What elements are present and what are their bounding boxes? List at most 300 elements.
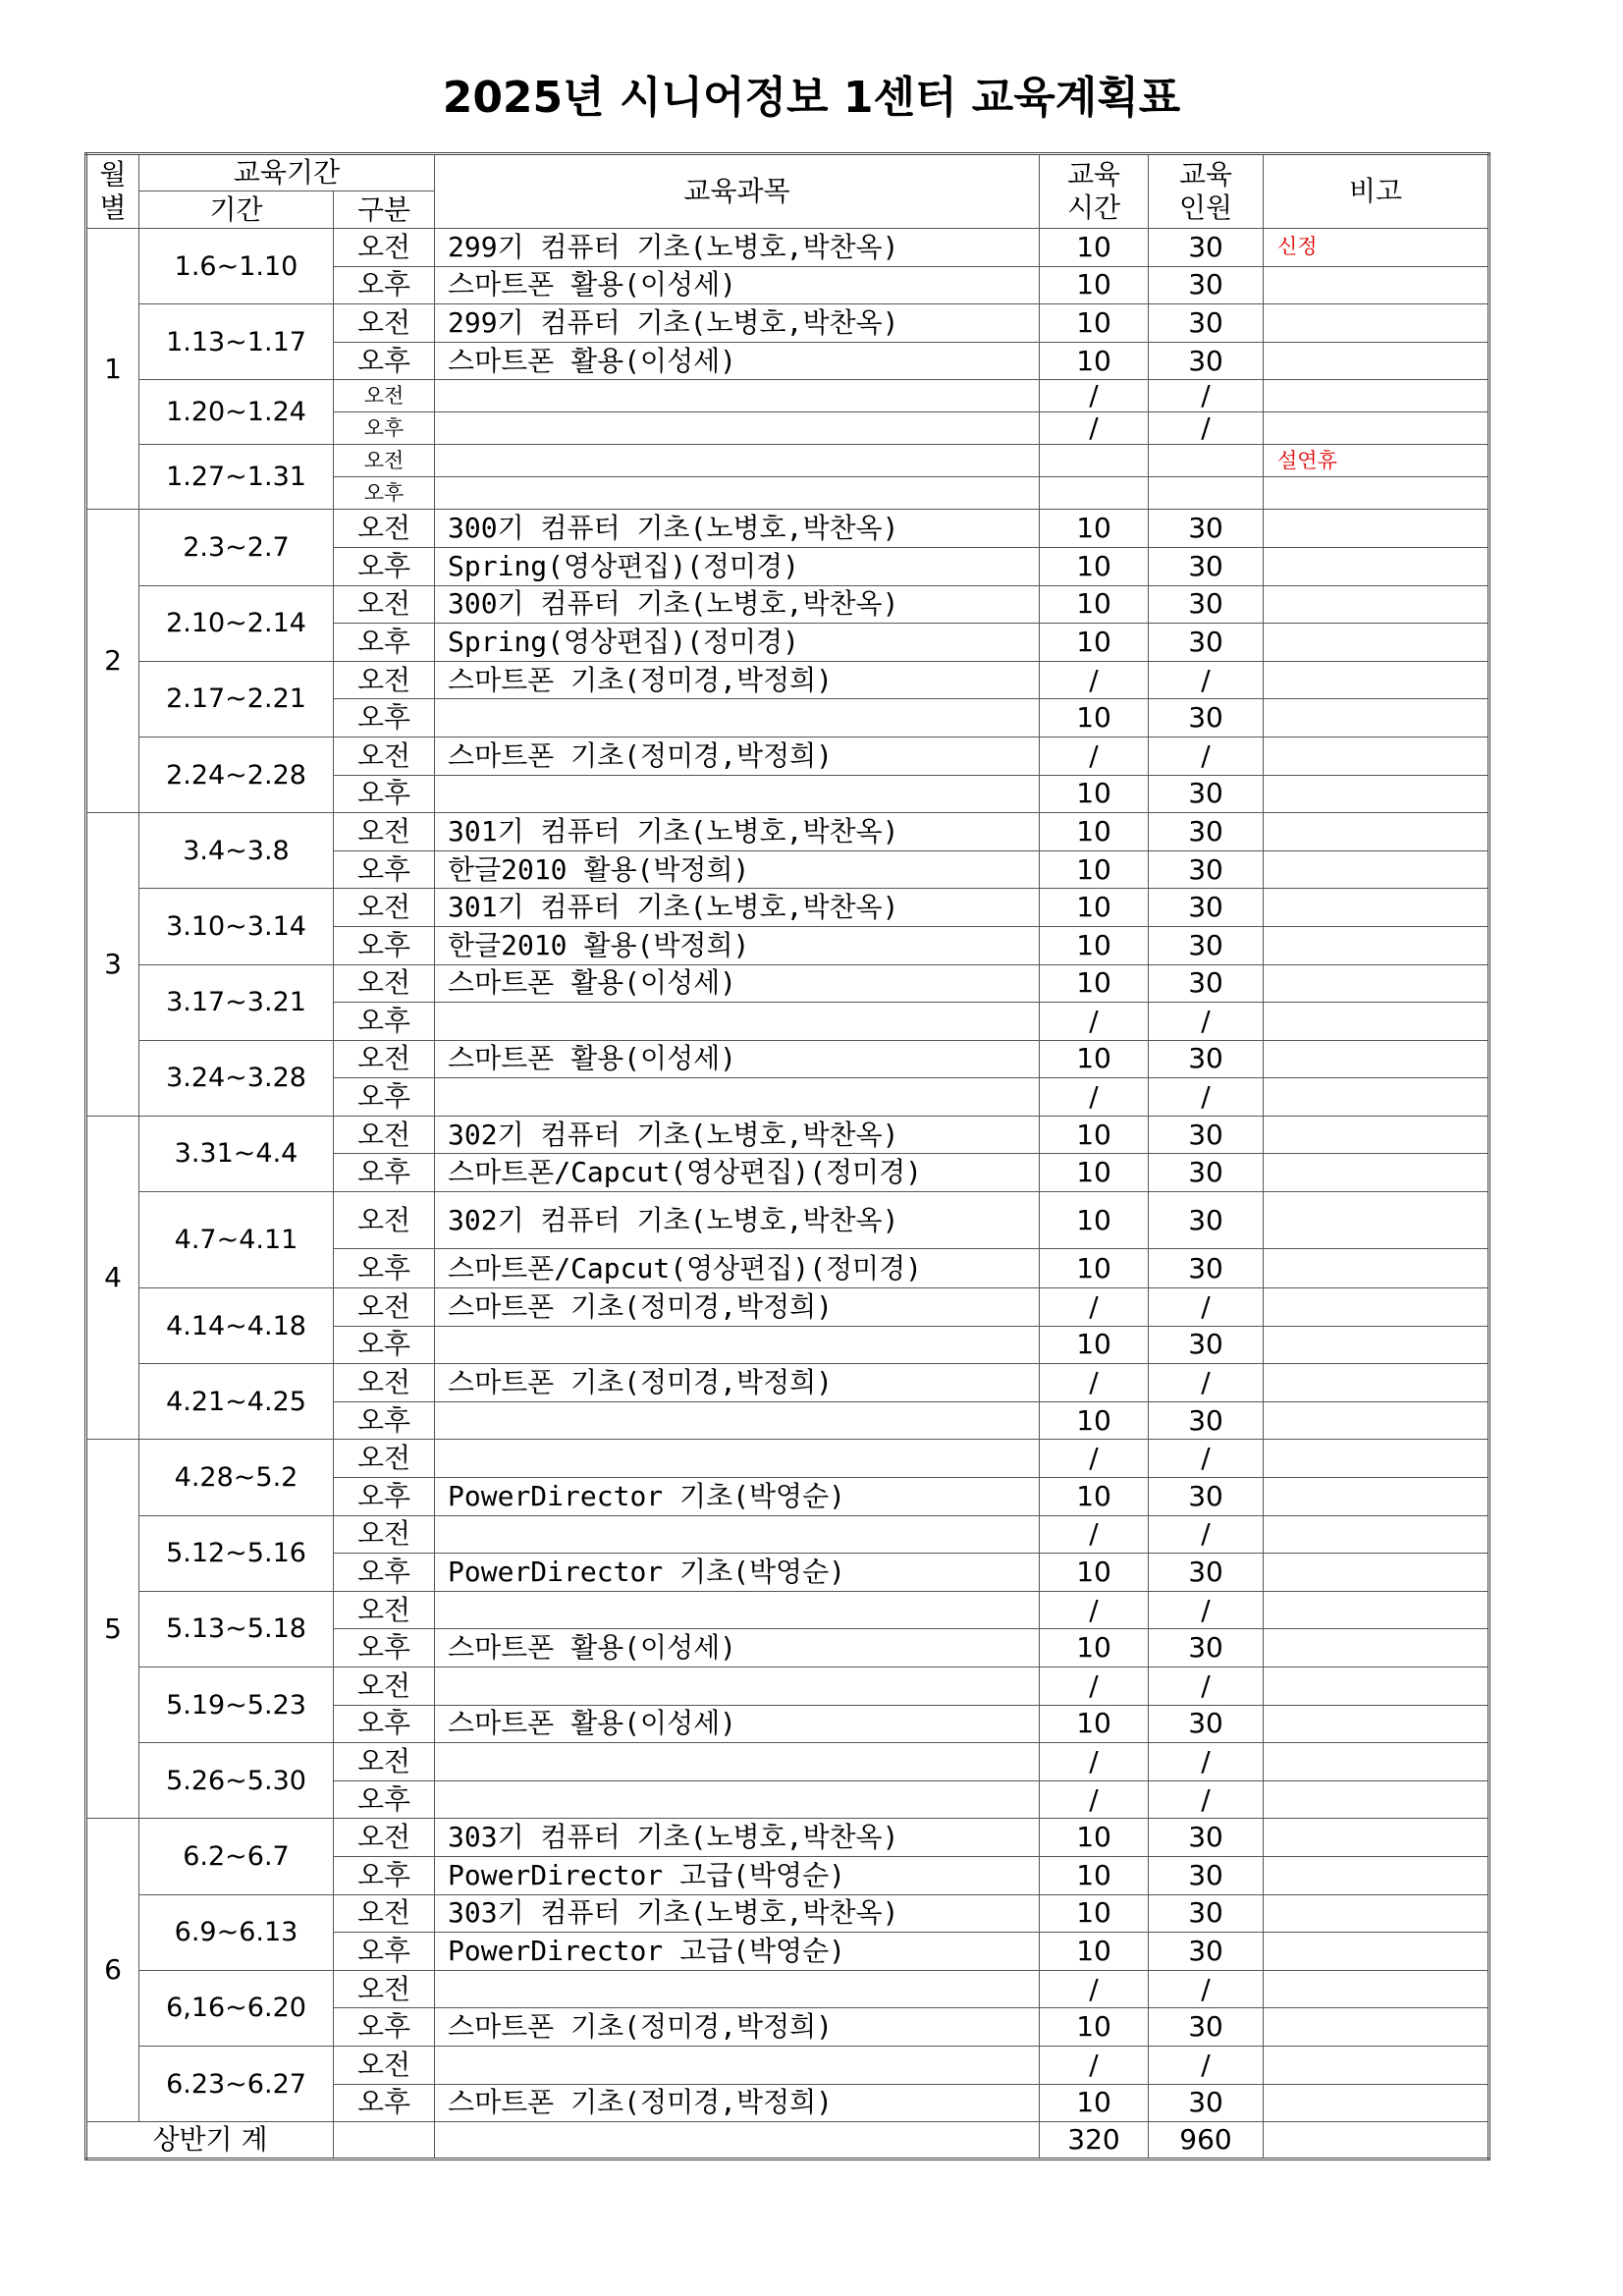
note-cell — [1264, 775, 1489, 813]
period-cell: 4.21~4.25 — [139, 1364, 334, 1440]
hours-cell: 10 — [1040, 1192, 1149, 1249]
note-cell — [1264, 1819, 1489, 1857]
division-cell: 오후 — [334, 699, 435, 738]
people-cell: 30 — [1149, 1705, 1264, 1743]
note-cell — [1264, 380, 1489, 412]
division-cell: 오후 — [334, 1933, 435, 1971]
note-cell — [1264, 1780, 1489, 1819]
table-row — [86, 380, 1489, 412]
subject-cell: 302기 컴퓨터 기초(노병호,박찬옥) — [435, 1192, 1040, 1249]
subject-cell: 한글2010 활용(박정희) — [435, 850, 1040, 889]
table-row — [86, 1667, 1489, 1706]
table-row — [86, 585, 1489, 624]
hours-cell: 10 — [1040, 850, 1149, 889]
note-cell — [1264, 342, 1489, 380]
people-cell: 30 — [1149, 964, 1264, 1003]
people-cell — [1149, 477, 1264, 510]
hours-cell: 10 — [1040, 547, 1149, 585]
period-cell: 6.23~6.27 — [139, 2046, 334, 2121]
division-cell: 오전 — [334, 1515, 435, 1554]
note-cell — [1264, 737, 1489, 775]
people-cell: 30 — [1149, 1249, 1264, 1288]
division-cell: 오전 — [334, 813, 435, 851]
people-cell: 30 — [1149, 1554, 1264, 1592]
subject-cell — [435, 445, 1040, 477]
subject-cell — [435, 412, 1040, 445]
note-cell — [1264, 2084, 1489, 2122]
division-cell: 오후 — [334, 926, 435, 964]
note-cell — [1264, 813, 1489, 851]
subject-cell: PowerDirector 고급(박영순) — [435, 1856, 1040, 1894]
hours-cell: / — [1040, 1003, 1149, 1041]
subject-cell: 스마트폰 기초(정미경,박정희) — [435, 2008, 1040, 2047]
hours-cell: 10 — [1040, 813, 1149, 851]
subject-cell: 스마트폰 활용(이성세) — [435, 1629, 1040, 1667]
people-cell: 30 — [1149, 1401, 1264, 1440]
subject-cell — [435, 775, 1040, 813]
division-cell: 오후 — [334, 1554, 435, 1592]
division-cell: 오후 — [334, 1856, 435, 1894]
hours-cell: 10 — [1040, 585, 1149, 624]
note-cell — [1264, 547, 1489, 585]
table-row — [86, 889, 1489, 927]
total-label: 상반기 계 — [86, 2122, 334, 2159]
period-cell: 4.7~4.11 — [139, 1192, 334, 1288]
subject-cell: 스마트폰 활용(이성세) — [435, 266, 1040, 304]
division-cell: 오전 — [334, 510, 435, 548]
table-row — [86, 1894, 1489, 1933]
people-cell: 30 — [1149, 585, 1264, 624]
people-cell: / — [1149, 1440, 1264, 1478]
division-cell: 오후 — [334, 2008, 435, 2047]
total-empty-division — [334, 2122, 435, 2159]
total-people: 960 — [1149, 2122, 1264, 2159]
people-cell: / — [1149, 1591, 1264, 1629]
division-cell: 오전 — [334, 964, 435, 1003]
header-division: 구분 — [334, 191, 435, 229]
note-cell — [1264, 1078, 1489, 1117]
period-cell: 2.10~2.14 — [139, 585, 334, 661]
subject-cell: 300기 컴퓨터 기초(노병호,박찬옥) — [435, 585, 1040, 624]
note-cell — [1264, 926, 1489, 964]
hours-cell: 10 — [1040, 229, 1149, 267]
division-cell: 오전 — [334, 889, 435, 927]
division-cell: 오후 — [334, 342, 435, 380]
people-cell: / — [1149, 380, 1264, 412]
education-plan-table — [84, 152, 1490, 2160]
subject-cell — [435, 1970, 1040, 2008]
division-cell: 오전 — [334, 1116, 435, 1154]
people-cell: 30 — [1149, 1192, 1264, 1249]
note-cell — [1264, 1933, 1489, 1971]
people-cell: / — [1149, 1078, 1264, 1117]
people-cell: 30 — [1149, 2008, 1264, 2047]
hours-cell: 10 — [1040, 304, 1149, 343]
hours-cell: 10 — [1040, 1856, 1149, 1894]
period-cell: 2.17~2.21 — [139, 661, 334, 737]
table-body — [86, 154, 1489, 2159]
people-cell: 30 — [1149, 229, 1264, 267]
division-cell: 오전 — [334, 1819, 435, 1857]
people-cell: 30 — [1149, 1116, 1264, 1154]
people-cell: 30 — [1149, 1040, 1264, 1078]
header-people-label: 교육 인원 — [1178, 158, 1233, 224]
note-cell — [1264, 1154, 1489, 1192]
subject-cell — [435, 1440, 1040, 1478]
note-cell — [1264, 1856, 1489, 1894]
subject-cell — [435, 1003, 1040, 1041]
people-cell: / — [1149, 1970, 1264, 2008]
month-cell: 1 — [86, 229, 139, 510]
people-cell: 30 — [1149, 1856, 1264, 1894]
division-cell: 오전 — [334, 737, 435, 775]
period-cell: 3.31~4.4 — [139, 1116, 334, 1191]
month-cell: 3 — [86, 813, 139, 1117]
people-cell: 30 — [1149, 699, 1264, 738]
people-cell: 30 — [1149, 926, 1264, 964]
division-cell: 오후 — [334, 850, 435, 889]
period-cell: 5.12~5.16 — [139, 1515, 334, 1591]
table-row — [86, 1591, 1489, 1629]
note-cell — [1264, 1401, 1489, 1440]
subject-cell — [435, 1078, 1040, 1117]
table-row — [86, 1440, 1489, 1478]
hours-cell: 10 — [1040, 1154, 1149, 1192]
people-cell: 30 — [1149, 304, 1264, 343]
people-cell: / — [1149, 1743, 1264, 1781]
note-cell — [1264, 585, 1489, 624]
hours-cell: 10 — [1040, 266, 1149, 304]
note-cell — [1264, 2046, 1489, 2084]
subject-cell: 한글2010 활용(박정희) — [435, 926, 1040, 964]
subject-cell: 스마트폰 기초(정미경,박정희) — [435, 661, 1040, 699]
division-cell: 오후 — [334, 1249, 435, 1288]
period-cell: 1.27~1.31 — [139, 445, 334, 510]
subject-cell — [435, 477, 1040, 510]
header-period-group: 교육기간 — [139, 154, 435, 191]
division-cell: 오전 — [334, 229, 435, 267]
note-cell — [1264, 661, 1489, 699]
table-row — [86, 1743, 1489, 1781]
subject-cell: 301기 컴퓨터 기초(노병호,박찬옥) — [435, 889, 1040, 927]
hours-cell: 10 — [1040, 775, 1149, 813]
hours-cell: 10 — [1040, 1040, 1149, 1078]
hours-cell: 10 — [1040, 624, 1149, 662]
note-cell — [1264, 1894, 1489, 1933]
header-people — [1149, 154, 1264, 229]
division-cell: 오후 — [334, 624, 435, 662]
period-cell: 3.4~3.8 — [139, 813, 334, 889]
people-cell: 30 — [1149, 889, 1264, 927]
hours-cell: / — [1040, 412, 1149, 445]
subject-cell: 스마트폰 활용(이성세) — [435, 1705, 1040, 1743]
table-row — [86, 1819, 1489, 1857]
period-cell: 6,16~6.20 — [139, 1970, 334, 2046]
subject-cell — [435, 699, 1040, 738]
table-row — [86, 1192, 1489, 1249]
division-cell: 오전 — [334, 304, 435, 343]
note-cell — [1264, 304, 1489, 343]
division-cell: 오후 — [334, 1478, 435, 1516]
header-hours — [1040, 154, 1149, 229]
note-cell — [1264, 1364, 1489, 1402]
note-cell: 설연휴 — [1264, 445, 1489, 477]
period-cell: 1.6~1.10 — [139, 229, 334, 304]
hours-cell: 10 — [1040, 1478, 1149, 1516]
people-cell: 30 — [1149, 1629, 1264, 1667]
subject-cell: 303기 컴퓨터 기초(노병호,박찬옥) — [435, 1819, 1040, 1857]
subject-cell — [435, 2046, 1040, 2084]
note-cell — [1264, 2008, 1489, 2047]
subject-cell: 303기 컴퓨터 기초(노병호,박찬옥) — [435, 1894, 1040, 1933]
period-cell: 4.14~4.18 — [139, 1288, 334, 1364]
subject-cell: PowerDirector 기초(박영순) — [435, 1554, 1040, 1592]
table-row — [86, 2046, 1489, 2084]
subject-cell: 스마트폰 기초(정미경,박정희) — [435, 2084, 1040, 2122]
hours-cell: 10 — [1040, 2008, 1149, 2047]
people-cell: / — [1149, 1288, 1264, 1327]
note-cell — [1264, 477, 1489, 510]
hours-cell: 10 — [1040, 1116, 1149, 1154]
hours-cell: / — [1040, 1743, 1149, 1781]
month-cell: 4 — [86, 1116, 139, 1440]
note-cell — [1264, 1591, 1489, 1629]
note-cell — [1264, 1705, 1489, 1743]
total-hours: 320 — [1040, 2122, 1149, 2159]
subject-cell — [435, 1743, 1040, 1781]
hours-cell: 10 — [1040, 510, 1149, 548]
table-row — [86, 964, 1489, 1003]
division-cell: 오후 — [334, 1629, 435, 1667]
subject-cell: 302기 컴퓨터 기초(노병호,박찬옥) — [435, 1116, 1040, 1154]
note-cell — [1264, 889, 1489, 927]
subject-cell — [435, 1326, 1040, 1364]
table-row — [86, 1364, 1489, 1402]
people-cell: 30 — [1149, 775, 1264, 813]
division-cell: 오후 — [334, 412, 435, 445]
period-cell: 6.2~6.7 — [139, 1819, 334, 1894]
note-cell — [1264, 412, 1489, 445]
hours-cell: / — [1040, 661, 1149, 699]
note-cell: 신정 — [1264, 229, 1489, 267]
period-cell: 2.24~2.28 — [139, 737, 334, 812]
division-cell: 오전 — [334, 1667, 435, 1706]
table-row — [86, 1288, 1489, 1327]
period-cell: 3.10~3.14 — [139, 889, 334, 964]
people-cell: / — [1149, 412, 1264, 445]
hours-cell: / — [1040, 1667, 1149, 1706]
subject-cell: 스마트폰 활용(이성세) — [435, 964, 1040, 1003]
note-cell — [1264, 699, 1489, 738]
hours-cell: 10 — [1040, 926, 1149, 964]
month-cell: 6 — [86, 1819, 139, 2122]
hours-cell: 10 — [1040, 2084, 1149, 2122]
people-cell: / — [1149, 1780, 1264, 1819]
people-cell: / — [1149, 1667, 1264, 1706]
subject-cell: 스마트폰/Capcut(영상편집)(정미경) — [435, 1249, 1040, 1288]
header-month — [86, 154, 139, 229]
hours-cell — [1040, 477, 1149, 510]
people-cell: 30 — [1149, 1154, 1264, 1192]
subject-cell: 스마트폰 활용(이성세) — [435, 1040, 1040, 1078]
hours-cell: / — [1040, 1440, 1149, 1478]
table-row — [86, 737, 1489, 775]
people-cell: 30 — [1149, 266, 1264, 304]
subject-cell — [435, 1780, 1040, 1819]
note-cell — [1264, 1515, 1489, 1554]
people-cell: 30 — [1149, 1819, 1264, 1857]
division-cell: 오후 — [334, 266, 435, 304]
table-row — [86, 1515, 1489, 1554]
subject-cell: Spring(영상편집)(정미경) — [435, 547, 1040, 585]
total-empty-subject — [435, 2122, 1040, 2159]
note-cell — [1264, 850, 1489, 889]
hours-cell: / — [1040, 1970, 1149, 2008]
division-cell: 오후 — [334, 1326, 435, 1364]
table-row — [86, 229, 1489, 267]
hours-cell: 10 — [1040, 1819, 1149, 1857]
month-cell: 5 — [86, 1440, 139, 1819]
subject-cell: 스마트폰/Capcut(영상편집)(정미경) — [435, 1154, 1040, 1192]
header-month-label: 월 별 — [99, 158, 127, 224]
hours-cell: / — [1040, 1364, 1149, 1402]
hours-cell: / — [1040, 2046, 1149, 2084]
period-cell: 3.17~3.21 — [139, 964, 334, 1040]
note-cell — [1264, 1478, 1489, 1516]
note-cell — [1264, 1040, 1489, 1078]
division-cell: 오후 — [334, 775, 435, 813]
hours-cell: / — [1040, 737, 1149, 775]
note-cell — [1264, 1326, 1489, 1364]
people-cell: 30 — [1149, 624, 1264, 662]
note-cell — [1264, 1116, 1489, 1154]
header-row — [86, 154, 1489, 191]
division-cell: 오후 — [334, 1401, 435, 1440]
note-cell — [1264, 1249, 1489, 1288]
division-cell: 오전 — [334, 1040, 435, 1078]
hours-cell: 10 — [1040, 964, 1149, 1003]
hours-cell: 10 — [1040, 1629, 1149, 1667]
month-cell: 2 — [86, 510, 139, 813]
total-empty-note — [1264, 2122, 1489, 2159]
table-row — [86, 1116, 1489, 1154]
hours-cell: / — [1040, 1515, 1149, 1554]
subject-cell: 299기 컴퓨터 기초(노병호,박찬옥) — [435, 229, 1040, 267]
header-subject: 교육과목 — [435, 154, 1040, 229]
people-cell: / — [1149, 737, 1264, 775]
table-row — [86, 661, 1489, 699]
period-cell: 4.28~5.2 — [139, 1440, 334, 1515]
division-cell: 오전 — [334, 585, 435, 624]
period-cell: 2.3~2.7 — [139, 510, 334, 585]
division-cell: 오전 — [334, 445, 435, 477]
subject-cell — [435, 1591, 1040, 1629]
note-cell — [1264, 1192, 1489, 1249]
subject-cell: Spring(영상편집)(정미경) — [435, 624, 1040, 662]
division-cell: 오전 — [334, 1743, 435, 1781]
people-cell: 30 — [1149, 1326, 1264, 1364]
hours-cell: 10 — [1040, 1249, 1149, 1288]
hours-cell: / — [1040, 380, 1149, 412]
period-cell: 5.26~5.30 — [139, 1743, 334, 1819]
period-cell: 1.13~1.17 — [139, 304, 334, 380]
note-cell — [1264, 1970, 1489, 2008]
people-cell: 30 — [1149, 850, 1264, 889]
hours-cell: 10 — [1040, 1554, 1149, 1592]
note-cell — [1264, 1554, 1489, 1592]
division-cell: 오후 — [334, 1003, 435, 1041]
division-cell: 오후 — [334, 1780, 435, 1819]
hours-cell: 10 — [1040, 889, 1149, 927]
hours-cell: 10 — [1040, 1705, 1149, 1743]
people-cell: / — [1149, 2046, 1264, 2084]
people-cell: / — [1149, 1364, 1264, 1402]
header-note: 비고 — [1264, 154, 1489, 229]
people-cell: 30 — [1149, 813, 1264, 851]
division-cell: 오전 — [334, 1894, 435, 1933]
note-cell — [1264, 1629, 1489, 1667]
hours-cell: / — [1040, 1591, 1149, 1629]
hours-cell: / — [1040, 1780, 1149, 1819]
table-row — [86, 813, 1489, 851]
subject-cell: 300기 컴퓨터 기초(노병호,박찬옥) — [435, 510, 1040, 548]
hours-cell: 10 — [1040, 342, 1149, 380]
note-cell — [1264, 266, 1489, 304]
people-cell: / — [1149, 1003, 1264, 1041]
header-hours-label: 교육 시간 — [1066, 158, 1121, 224]
period-cell: 1.20~1.24 — [139, 380, 334, 445]
division-cell: 오후 — [334, 1154, 435, 1192]
subject-cell: 스마트폰 기초(정미경,박정희) — [435, 1364, 1040, 1402]
subject-cell — [435, 1515, 1040, 1554]
people-cell: 30 — [1149, 2084, 1264, 2122]
division-cell: 오전 — [334, 1192, 435, 1249]
period-cell: 3.24~3.28 — [139, 1040, 334, 1116]
subject-cell: PowerDirector 고급(박영순) — [435, 1933, 1040, 1971]
subject-cell: PowerDirector 기초(박영순) — [435, 1478, 1040, 1516]
hours-cell: / — [1040, 1078, 1149, 1117]
hours-cell: 10 — [1040, 1326, 1149, 1364]
subject-cell — [435, 380, 1040, 412]
table-row — [86, 510, 1489, 548]
table-row — [86, 1040, 1489, 1078]
note-cell — [1264, 1667, 1489, 1706]
people-cell: 30 — [1149, 547, 1264, 585]
division-cell: 오후 — [334, 1705, 435, 1743]
division-cell: 오전 — [334, 1440, 435, 1478]
header-period: 기간 — [139, 191, 334, 229]
note-cell — [1264, 1288, 1489, 1327]
note-cell — [1264, 624, 1489, 662]
hours-cell: / — [1040, 1288, 1149, 1327]
page-title: 2025년 시니어정보 1센터 교육계획표 — [442, 73, 1181, 123]
note-cell — [1264, 1743, 1489, 1781]
note-cell — [1264, 1003, 1489, 1041]
subject-cell: 301기 컴퓨터 기초(노병호,박찬옥) — [435, 813, 1040, 851]
hours-cell: 10 — [1040, 1401, 1149, 1440]
table-row — [86, 1970, 1489, 2008]
division-cell: 오전 — [334, 380, 435, 412]
division-cell: 오전 — [334, 1591, 435, 1629]
hours-cell: 10 — [1040, 1933, 1149, 1971]
period-cell: 6.9~6.13 — [139, 1894, 334, 1970]
subject-cell — [435, 1667, 1040, 1706]
hours-cell — [1040, 445, 1149, 477]
division-cell: 오후 — [334, 477, 435, 510]
people-cell: 30 — [1149, 1894, 1264, 1933]
subject-cell — [435, 1401, 1040, 1440]
period-cell: 5.13~5.18 — [139, 1591, 334, 1667]
